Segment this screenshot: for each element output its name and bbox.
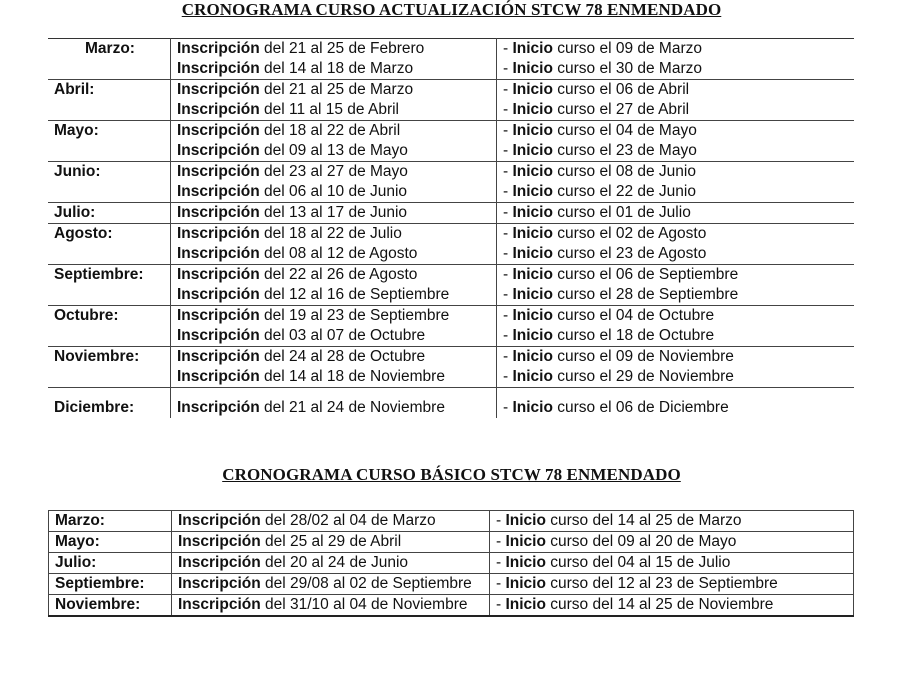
inicio-line-label: Inicio (512, 163, 553, 180)
inicio-line: - Inicio curso el 22 de Junio (503, 183, 696, 200)
inscripcion-line-text: del 08 al 12 de Agosto (259, 245, 418, 262)
inicio-line: - Inicio curso el 09 de Marzo (503, 40, 702, 57)
inscripcion-text: del 20 al 24 de Junio (260, 554, 409, 571)
inscripcion-line-text: del 14 al 18 de Marzo (259, 60, 414, 77)
table-row (48, 265, 854, 306)
month-cell: Agosto: (48, 224, 171, 265)
inicio-line: - Inicio curso el 06 de Diciembre (503, 399, 729, 416)
inscripcion-line-text: del 24 al 28 de Octubre (259, 348, 426, 365)
month-cell: Noviembre: (48, 347, 171, 388)
inicio-line: - Inicio curso el 01 de Julio (503, 204, 691, 221)
inicio-cell: - Inicio curso del 09 al 20 de Mayo (490, 532, 854, 553)
inicio-label: Inicio (505, 596, 546, 613)
inscripcion-line-label: Inscripción (177, 307, 260, 324)
inicio-line-label: Inicio (512, 122, 553, 139)
inicio-label: Inicio (505, 575, 546, 592)
inscripcion-line (177, 121, 492, 141)
inscripcion-line (177, 285, 492, 305)
inscripcion-line-text: del 21 al 25 de Febrero (259, 40, 425, 57)
inicio-line-label: Inicio (512, 245, 553, 262)
inicio-line-text: curso el 23 de Agosto (552, 245, 707, 262)
inicio-cell (497, 398, 855, 418)
schedule-title-actualizacion: CRONOGRAMA CURSO ACTUALIZACIÓN STCW 78 ENMENDADO (181, 0, 722, 19)
inicio-line-text: curso el 09 de Noviembre (552, 348, 734, 365)
inicio-label: Inicio (505, 533, 546, 550)
spacer-cell (48, 388, 171, 399)
inicio-line-label: Inicio (512, 204, 553, 221)
inicio-line: - Inicio curso el 29 de Noviembre (503, 368, 734, 385)
inicio-text: curso del 14 al 25 de Marzo (545, 512, 742, 529)
inicio-line: - Inicio curso el 02 de Agosto (503, 225, 707, 242)
inscripcion-line-text: del 18 al 22 de Julio (259, 225, 402, 242)
inicio-line-label: Inicio (512, 40, 553, 57)
inscripcion-line-text: del 12 al 16 de Septiembre (259, 286, 450, 303)
month-cell: Mayo: (49, 532, 172, 553)
inscripcion-cell (171, 224, 497, 265)
inicio-line-label: Inicio (512, 60, 553, 77)
inicio-line-text: curso el 06 de Abril (552, 81, 690, 98)
inicio-line-label: Inicio (512, 327, 553, 344)
inscripcion-line-text: del 11 al 15 de Abril (259, 101, 399, 118)
inicio-line-label: Inicio (512, 81, 553, 98)
table-row (49, 511, 854, 532)
inicio-text: curso del 09 al 20 de Mayo (545, 533, 737, 550)
table-row (48, 162, 854, 203)
inicio-line-text: curso el 01 de Julio (552, 204, 691, 221)
inicio-line: - Inicio curso el 08 de Junio (503, 163, 696, 180)
inicio-cell (497, 265, 855, 306)
table-row (48, 398, 854, 418)
inscripcion-line-label: Inscripción (177, 122, 260, 139)
inicio-line-label: Inicio (512, 225, 553, 242)
inicio-cell: - Inicio curso del 04 al 15 de Julio (490, 553, 854, 574)
inicio-line-text: curso el 18 de Octubre (552, 327, 715, 344)
inscripcion-line-text: del 13 al 17 de Junio (259, 204, 408, 221)
schedule-title-basico: CRONOGRAMA CURSO BÁSICO STCW 78 ENMENDADO (222, 465, 681, 484)
inscripcion-line-label: Inscripción (177, 286, 260, 303)
inscripcion-cell (172, 511, 490, 532)
inscripcion-line-text: del 18 al 22 de Abril (259, 122, 401, 139)
table-row (48, 347, 854, 388)
table-row (48, 39, 854, 80)
month-cell: Diciembre: (48, 398, 171, 418)
inscripcion-line (177, 39, 492, 59)
inicio-line-label: Inicio (512, 101, 553, 118)
inscripcion-cell (172, 595, 490, 617)
table-row (49, 532, 854, 553)
inicio-cell: - Inicio curso del 14 al 25 de Noviembre (490, 595, 854, 617)
inscripcion-line-label: Inscripción (177, 225, 260, 242)
inicio-line-text: curso el 27 de Abril (552, 101, 690, 118)
month-cell: Mayo: (48, 121, 171, 162)
inscripcion-text: del 28/02 al 04 de Marzo (260, 512, 436, 529)
inscripcion-line (177, 347, 492, 367)
inicio-line-label: Inicio (512, 348, 553, 365)
inicio-line-text: curso el 09 de Marzo (552, 40, 702, 57)
inicio-cell (497, 203, 855, 224)
inicio-cell (497, 39, 855, 80)
table-row (49, 553, 854, 574)
inscripcion-line (177, 162, 492, 182)
inscripcion-label: Inscripción (178, 596, 261, 613)
inicio-line: - Inicio curso el 04 de Octubre (503, 307, 715, 324)
inicio-cell (497, 162, 855, 203)
inicio-line: - Inicio curso el 23 de Mayo (503, 142, 697, 159)
inicio-line: - Inicio curso el 09 de Noviembre (503, 348, 734, 365)
inicio-line-text: curso el 30 de Marzo (552, 60, 702, 77)
inscripcion-line-text: del 23 al 27 de Mayo (259, 163, 408, 180)
inscripcion-cell (171, 162, 497, 203)
table-row (48, 306, 854, 347)
inscripcion-line (177, 326, 492, 346)
inscripcion-text: del 25 al 29 de Abril (260, 533, 402, 550)
inscripcion-line-label: Inscripción (177, 266, 260, 283)
inscripcion-line-text: del 19 al 23 de Septiembre (259, 307, 450, 324)
inscripcion-label: Inscripción (178, 533, 261, 550)
inicio-line-text: curso el 28 de Septiembre (552, 286, 739, 303)
inscripcion-text: del 29/08 al 02 de Septiembre (260, 575, 472, 592)
inscripcion-line-text: del 14 al 18 de Noviembre (259, 368, 445, 385)
inicio-line: - Inicio curso el 06 de Abril (503, 81, 690, 98)
inscripcion-cell (172, 532, 490, 553)
inscripcion-line-text: del 03 al 07 de Octubre (259, 327, 426, 344)
inscripcion-line-text: del 06 al 10 de Junio (259, 183, 408, 200)
inscripcion-label: Inscripción (178, 554, 261, 571)
inicio-line: - Inicio curso el 04 de Mayo (503, 122, 697, 139)
inscripcion-line (177, 367, 492, 387)
inicio-line: - Inicio curso el 18 de Octubre (503, 327, 715, 344)
month-cell: Julio: (49, 553, 172, 574)
inicio-text: curso del 12 al 23 de Septiembre (545, 575, 778, 592)
inscripcion-line-label: Inscripción (177, 81, 260, 98)
inscripcion-cell (171, 347, 497, 388)
inicio-cell (497, 224, 855, 265)
month-cell: Noviembre: (49, 595, 172, 617)
schedule-table-basico (48, 510, 854, 617)
inscripcion-line (177, 306, 492, 326)
table-row (49, 574, 854, 595)
inscripcion-label: Inscripción (178, 512, 261, 529)
inscripcion-line-text: del 09 al 13 de Mayo (259, 142, 408, 159)
inicio-line: - Inicio curso el 30 de Marzo (503, 60, 702, 77)
inscripcion-line-label: Inscripción (177, 183, 260, 200)
inicio-line-text: curso el 04 de Mayo (552, 122, 697, 139)
inscripcion-line-label: Inscripción (177, 245, 260, 262)
inicio-line: - Inicio curso el 06 de Septiembre (503, 266, 739, 283)
inscripcion-line (177, 224, 492, 244)
inicio-line-text: curso el 22 de Junio (552, 183, 696, 200)
inscripcion-line (177, 203, 492, 223)
inicio-line-label: Inicio (512, 142, 553, 159)
inicio-line: - Inicio curso el 28 de Septiembre (503, 286, 739, 303)
inscripcion-line-label: Inscripción (177, 60, 260, 77)
inscripcion-line (177, 182, 492, 202)
inicio-line-label: Inicio (512, 266, 553, 283)
inicio-line-text: curso el 08 de Junio (552, 163, 696, 180)
inscripcion-cell (171, 39, 497, 80)
inicio-line-label: Inicio (512, 399, 553, 416)
table-row (48, 203, 854, 224)
spacer-row (48, 388, 854, 399)
inicio-cell: - Inicio curso del 12 al 23 de Septiembre (490, 574, 854, 595)
inicio-cell (497, 80, 855, 121)
inscripcion-text: del 31/10 al 04 de Noviembre (260, 596, 468, 613)
inscripcion-line-label: Inscripción (177, 40, 260, 57)
inscripcion-cell (171, 306, 497, 347)
inscripcion-line-label: Inscripción (177, 399, 260, 416)
spacer-cell (497, 388, 855, 399)
month-cell: Septiembre: (48, 265, 171, 306)
inicio-line-text: curso el 29 de Noviembre (552, 368, 734, 385)
inscripcion-line (177, 398, 492, 418)
month-cell: Junio: (48, 162, 171, 203)
inicio-cell (497, 306, 855, 347)
inicio-line-text: curso el 06 de Diciembre (552, 399, 729, 416)
table-row (48, 121, 854, 162)
table-row (49, 595, 854, 617)
inicio-cell (497, 121, 855, 162)
inscripcion-line (177, 100, 492, 120)
inscripcion-line-label: Inscripción (177, 142, 260, 159)
inicio-line-text: curso el 02 de Agosto (552, 225, 707, 242)
inicio-line-text: curso el 04 de Octubre (552, 307, 715, 324)
inicio-text: curso del 04 al 15 de Julio (545, 554, 731, 571)
inscripcion-line (177, 141, 492, 161)
month-cell: Marzo: (48, 39, 171, 80)
inicio-line: - Inicio curso el 27 de Abril (503, 101, 690, 118)
inicio-line-text: curso el 23 de Mayo (552, 142, 697, 159)
month-cell: Marzo: (49, 511, 172, 532)
inscripcion-cell (172, 553, 490, 574)
inscripcion-line-label: Inscripción (177, 327, 260, 344)
inscripcion-cell (171, 203, 497, 224)
inicio-line-label: Inicio (512, 183, 553, 200)
inscripcion-line-label: Inscripción (177, 101, 260, 118)
inicio-label: Inicio (505, 554, 546, 571)
table-row (48, 80, 854, 121)
inscripcion-line-text: del 22 al 26 de Agosto (259, 266, 418, 283)
inscripcion-line (177, 80, 492, 100)
inicio-text: curso del 14 al 25 de Noviembre (545, 596, 774, 613)
inicio-cell (497, 347, 855, 388)
inscripcion-cell (171, 265, 497, 306)
inicio-line-label: Inicio (512, 368, 553, 385)
inscripcion-label: Inscripción (178, 575, 261, 592)
inicio-cell: - Inicio curso del 14 al 25 de Marzo (490, 511, 854, 532)
inicio-line: - Inicio curso el 23 de Agosto (503, 245, 707, 262)
inscripcion-line-label: Inscripción (177, 368, 260, 385)
inscripcion-cell (172, 574, 490, 595)
inscripcion-line-text: del 21 al 24 de Noviembre (259, 399, 445, 416)
spacer-cell (171, 388, 497, 399)
month-cell: Julio: (48, 203, 171, 224)
inscripcion-line (177, 244, 492, 264)
inscripcion-cell (171, 121, 497, 162)
schedule-table-actualizacion (48, 38, 854, 418)
inscripcion-line (177, 59, 492, 79)
inscripcion-line (177, 265, 492, 285)
table-row (48, 224, 854, 265)
month-cell: Octubre: (48, 306, 171, 347)
inscripcion-cell (171, 398, 497, 418)
inicio-line-label: Inicio (512, 286, 553, 303)
inscripcion-line-label: Inscripción (177, 163, 260, 180)
inicio-label: Inicio (505, 512, 546, 529)
month-cell: Abril: (48, 80, 171, 121)
inscripcion-line-label: Inscripción (177, 348, 260, 365)
inscripcion-line-text: del 21 al 25 de Marzo (259, 81, 414, 98)
month-cell: Septiembre: (49, 574, 172, 595)
inicio-line-label: Inicio (512, 307, 553, 324)
inscripcion-cell (171, 80, 497, 121)
inscripcion-line-label: Inscripción (177, 204, 260, 221)
inicio-line-text: curso el 06 de Septiembre (552, 266, 739, 283)
